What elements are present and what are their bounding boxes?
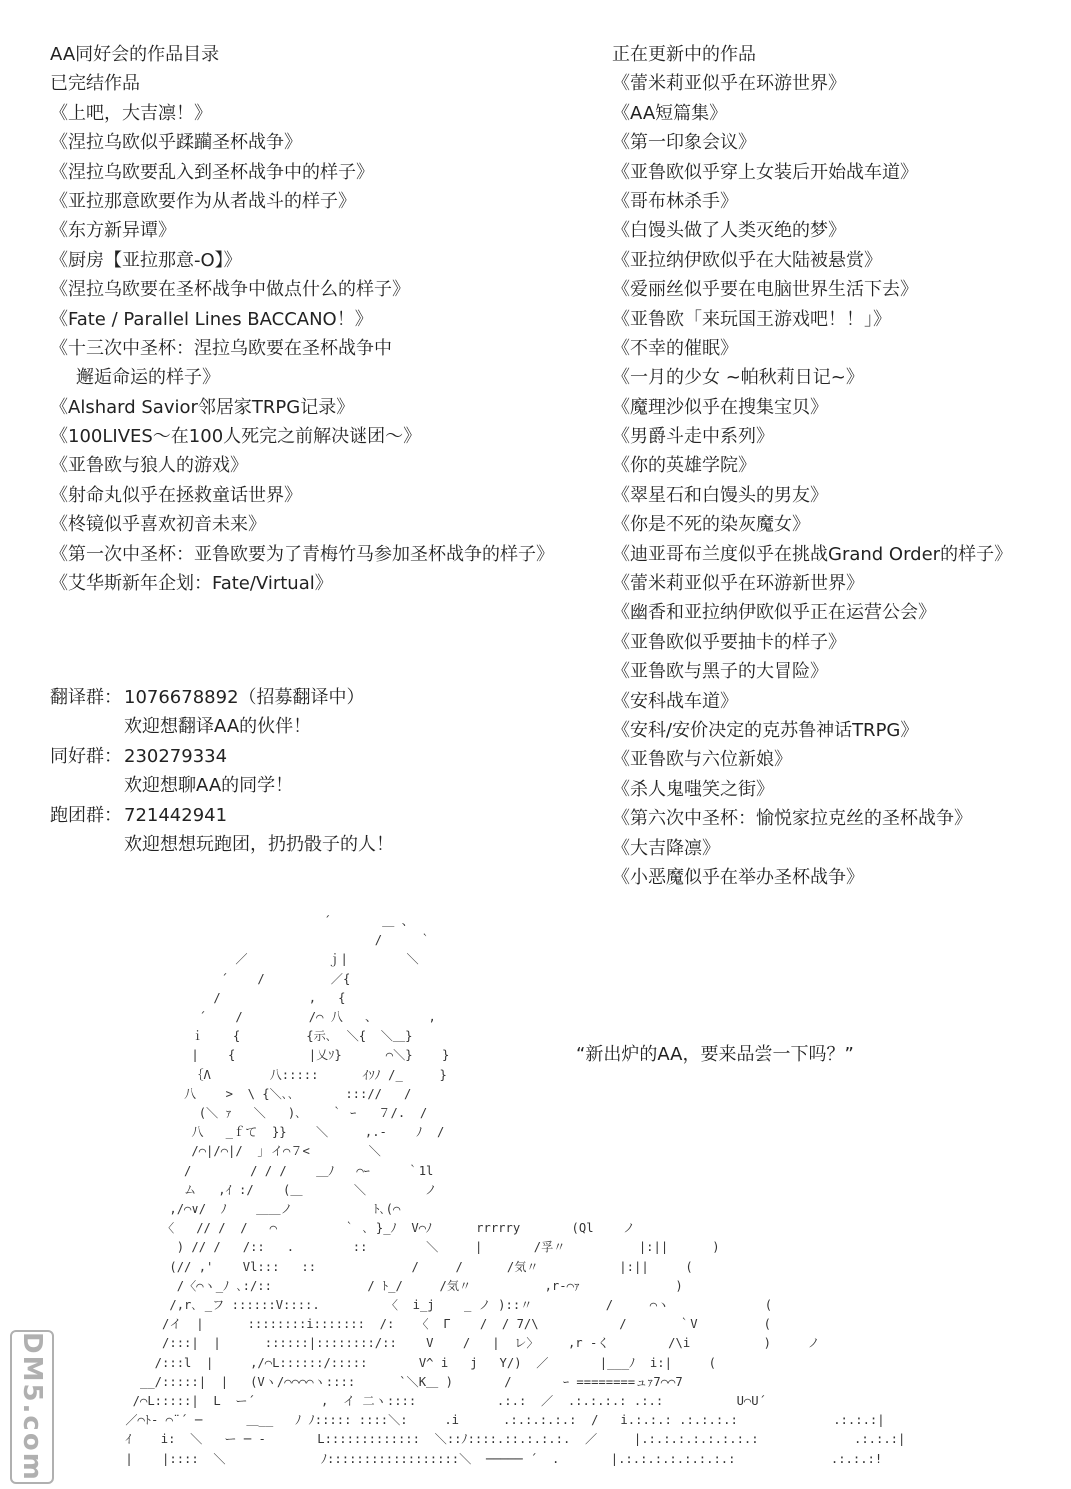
completed-work-item: 《涅拉乌欧似乎蹂躏圣杯战争》 (50, 132, 302, 154)
ongoing-work-item: 《亚鲁欧似乎穿上女装后开始战车道》 (612, 161, 918, 183)
group-number: 1076678892（招募翻译中） (124, 687, 365, 708)
ongoing-work-item: 《第六次中圣杯：愉悦家拉克丝的圣杯战争》 (612, 808, 972, 830)
ongoing-work-item: 《亚鲁欧与黑子的大冒险》 (612, 661, 828, 683)
completed-work-item: 《涅拉乌欧要在圣杯战争中做点什么的样子》 (50, 279, 410, 301)
completed-work-item: 《厨房【亚拉那意-O】》 (50, 249, 242, 271)
completed-work-item-continuation: 邂逅命运的样子》 (76, 367, 220, 389)
ongoing-heading: 正在更新中的作品 (612, 44, 756, 65)
group-note: 欢迎想聊AA的同学！ (124, 775, 294, 797)
ongoing-works-column (612, 40, 1062, 892)
ongoing-work-item: 《不幸的催眠》 (612, 337, 738, 359)
group-label: 翻译群： (50, 687, 122, 708)
ongoing-work-item: 《蕾米莉亚似乎在环游新世界》 (612, 573, 864, 595)
speech-quote: “新出炉的AA，要来品尝一下吗？” (576, 1044, 854, 1065)
completed-work-item: 《柊镜似乎喜欢初音未来》 (50, 514, 266, 536)
group-spacer (50, 830, 124, 859)
ongoing-work-item: 《亚鲁欧「来玩国王游戏吧！！」》 (612, 308, 891, 330)
ongoing-work-item: 《AA短篇集》 (612, 102, 728, 124)
group-note: 欢迎想翻译AA的伙伴！ (124, 716, 312, 738)
ongoing-work-item: 《男爵斗走中系列》 (612, 426, 774, 448)
group-note: 欢迎想想玩跑团，扔扔骰子的人！ (124, 833, 394, 855)
ongoing-work-item: 《第一印象会议》 (612, 132, 756, 154)
completed-works-column (50, 40, 590, 598)
ongoing-work-item: 《迪亚哥布兰度似乎在挑战Grand Order的样子》 (612, 543, 1013, 565)
group-row (50, 771, 570, 800)
ongoing-work-item: 《你是不死的染灰魔女》 (612, 514, 810, 536)
ongoing-work-item: 《大吉降凛》 (612, 837, 720, 859)
group-row (50, 712, 570, 741)
ongoing-work-item: 《幽香和亚拉纳伊欧似乎正在运营公会》 (612, 602, 936, 624)
completed-work-item: 《东方新异谭》 (50, 220, 176, 242)
completed-work-item: 《十三次中圣杯：涅拉乌欧要在圣杯战争中 (50, 337, 392, 359)
dm5-watermark-logo (10, 1330, 54, 1484)
ongoing-work-item: 《小恶魔似乎在举办圣杯战争》 (612, 866, 864, 888)
ongoing-work-item: 《蕾米莉亚似乎在环游世界》 (612, 73, 846, 95)
completed-work-item: 《Fate / Parallel Lines BACCANO！》 (50, 308, 373, 330)
ongoing-work-item: 《一月的少女 ~帕秋莉日记~》 (612, 367, 864, 389)
completed-work-item: 《上吧，大吉凛！》 (50, 102, 212, 124)
ongoing-work-item: 《亚鲁欧似乎要抽卡的样子》 (612, 631, 846, 653)
ongoing-work-item: 《爱丽丝似乎要在电脑世界生活下去》 (612, 279, 918, 301)
completed-work-item: 《100LIVES～在100人死完之前解决谜团～》 (50, 426, 422, 448)
ongoing-work-item: 《白馒头做了人类灭绝的梦》 (612, 220, 846, 242)
ongoing-work-item: 《你的英雄学院》 (612, 455, 756, 477)
group-spacer (50, 712, 124, 741)
group-row (50, 830, 570, 859)
group-spacer (50, 771, 124, 800)
group-number: 721442941 (124, 804, 228, 826)
watermark-text: DM5.com (17, 1332, 47, 1482)
completed-heading: 已完结作品 (50, 73, 140, 95)
ongoing-work-item: 《安科战车道》 (612, 690, 738, 712)
completed-work-item: 《艾华斯新年企划：Fate/Virtual》 (50, 573, 333, 595)
group-row (50, 801, 570, 830)
completed-work-item: 《亚鲁欧与狼人的游戏》 (50, 455, 248, 477)
ongoing-work-item: 《魔理沙似乎在搜集宝贝》 (612, 396, 828, 418)
catalog-title: AA同好会的作品目录 (50, 44, 220, 65)
group-contacts (50, 683, 570, 859)
completed-work-item: 《射命丸似乎在拯救童话世界》 (50, 484, 302, 506)
ongoing-work-item: 《亚鲁欧与六位新娘》 (612, 749, 792, 771)
group-label: 跑团群： (50, 804, 122, 826)
completed-work-item: 《Alshard Savior邻居家TRPG记录》 (50, 396, 355, 418)
completed-work-item: 《亚拉那意欧要作为从者战斗的样子》 (50, 190, 356, 212)
completed-work-item: 《第一次中圣杯：亚鲁欧要为了青梅竹马参加圣杯战争的样子》 (50, 543, 554, 565)
ongoing-work-item: 《哥布林杀手》 (612, 190, 738, 212)
completed-work-item: 《涅拉乌欧要乱入到圣杯战争中的样子》 (50, 161, 374, 183)
ongoing-work-item: 《翠星石和白馒头的男友》 (612, 484, 828, 506)
group-row (50, 683, 570, 712)
group-label: 同好群： (50, 745, 122, 767)
group-number: 230279334 (124, 745, 228, 767)
ongoing-work-item: 《杀人鬼嗤笑之街》 (612, 778, 774, 800)
ongoing-work-item: 《亚拉纳伊欧似乎在大陆被悬赏》 (612, 249, 882, 271)
ongoing-work-item: 《安科/安价决定的克苏鲁神话TRPG》 (612, 719, 919, 741)
ascii-art-character: ´ ＿ 、 / ｀ ／ ｊ| ＼ ´ / ／{ / , { ´ / /⌒ 八 、 , ｉ { {示､ ＼{ ＼＿} | { |乂ｿ} ⌒＼} } ｛Λ 八::::: ｲｿﾉ /_ } 八 > \ {＼､､ :::// / (＼ ｧ ＼ )､ ｀ ｰ ７/. / 八 _ｆて }} ＼ ,.- ﾉ / /⌒|/⌒|/ ｣ イ⌒７< ＼ / / / / ＿ﾉ ⌒ｰ ｀1l ム ,ｲ :/ (＿ ＼ ノ ,/⌒∨/ ﾉ ＿＿ノ ﾄ､(⌒ 〈 // / / ⌒ ｀ ､ }_ﾉ V⌒ﾉ rrrrry (Ql ノ ) // / /:: . :: ＼ | /孚〃 |:|| ) (// ,' Vl::: :: / / /気〃 |:|| ( /〈⌒ヽ_ﾉ ､:/:: / ﾄ_/ /気〃 ,r‐⌒ｧ ) /,r､ _フ ::::::V::::. 〈 i_j _ ノ )::〃 / ⌒ヽ ( /イ | ::::::::i::::::: /: 〈 Γ / / 7/\ / ｀V ( /:::| | ::::::|::::::::/:: V / | レ〉 ,r ‐く /\i ) ノ /:::l | ,/⌒L::::::/::::: V^ i j Y/) ／ |___ﾉ i:| ( __/:::::| | (Vヽ/⌒⌒⌒⌒ヽ:::: `＼K＿ ) / ｰ ========ュｧ7⌒⌒7 /⌒L:::::| L ー´ , イ 二ヽ:::: .:.: ／ .:.:.:.: .:.: U⌒U´ ／⌒ﾄ‐ ⌒¨´ ─ ＿__ ﾉ ﾉ::::: ::::＼: .i .:.:.:.:.: / i.:.:.: .:.:.:.: .:.:.:| ｲ i: ＼ ー ─ ‐ L::::::::::::: ＼::ﾉ::::.::.:.:.:. ／ |.:.:.:.:.:.:.:.: .:.:.:| | |:::: ＼ ﾉ::::::::::::::::::＼ ───── ´ . |.:.:.:.:.:.:.:.: .:.:.:! (125, 914, 906, 1466)
group-row (50, 742, 570, 771)
